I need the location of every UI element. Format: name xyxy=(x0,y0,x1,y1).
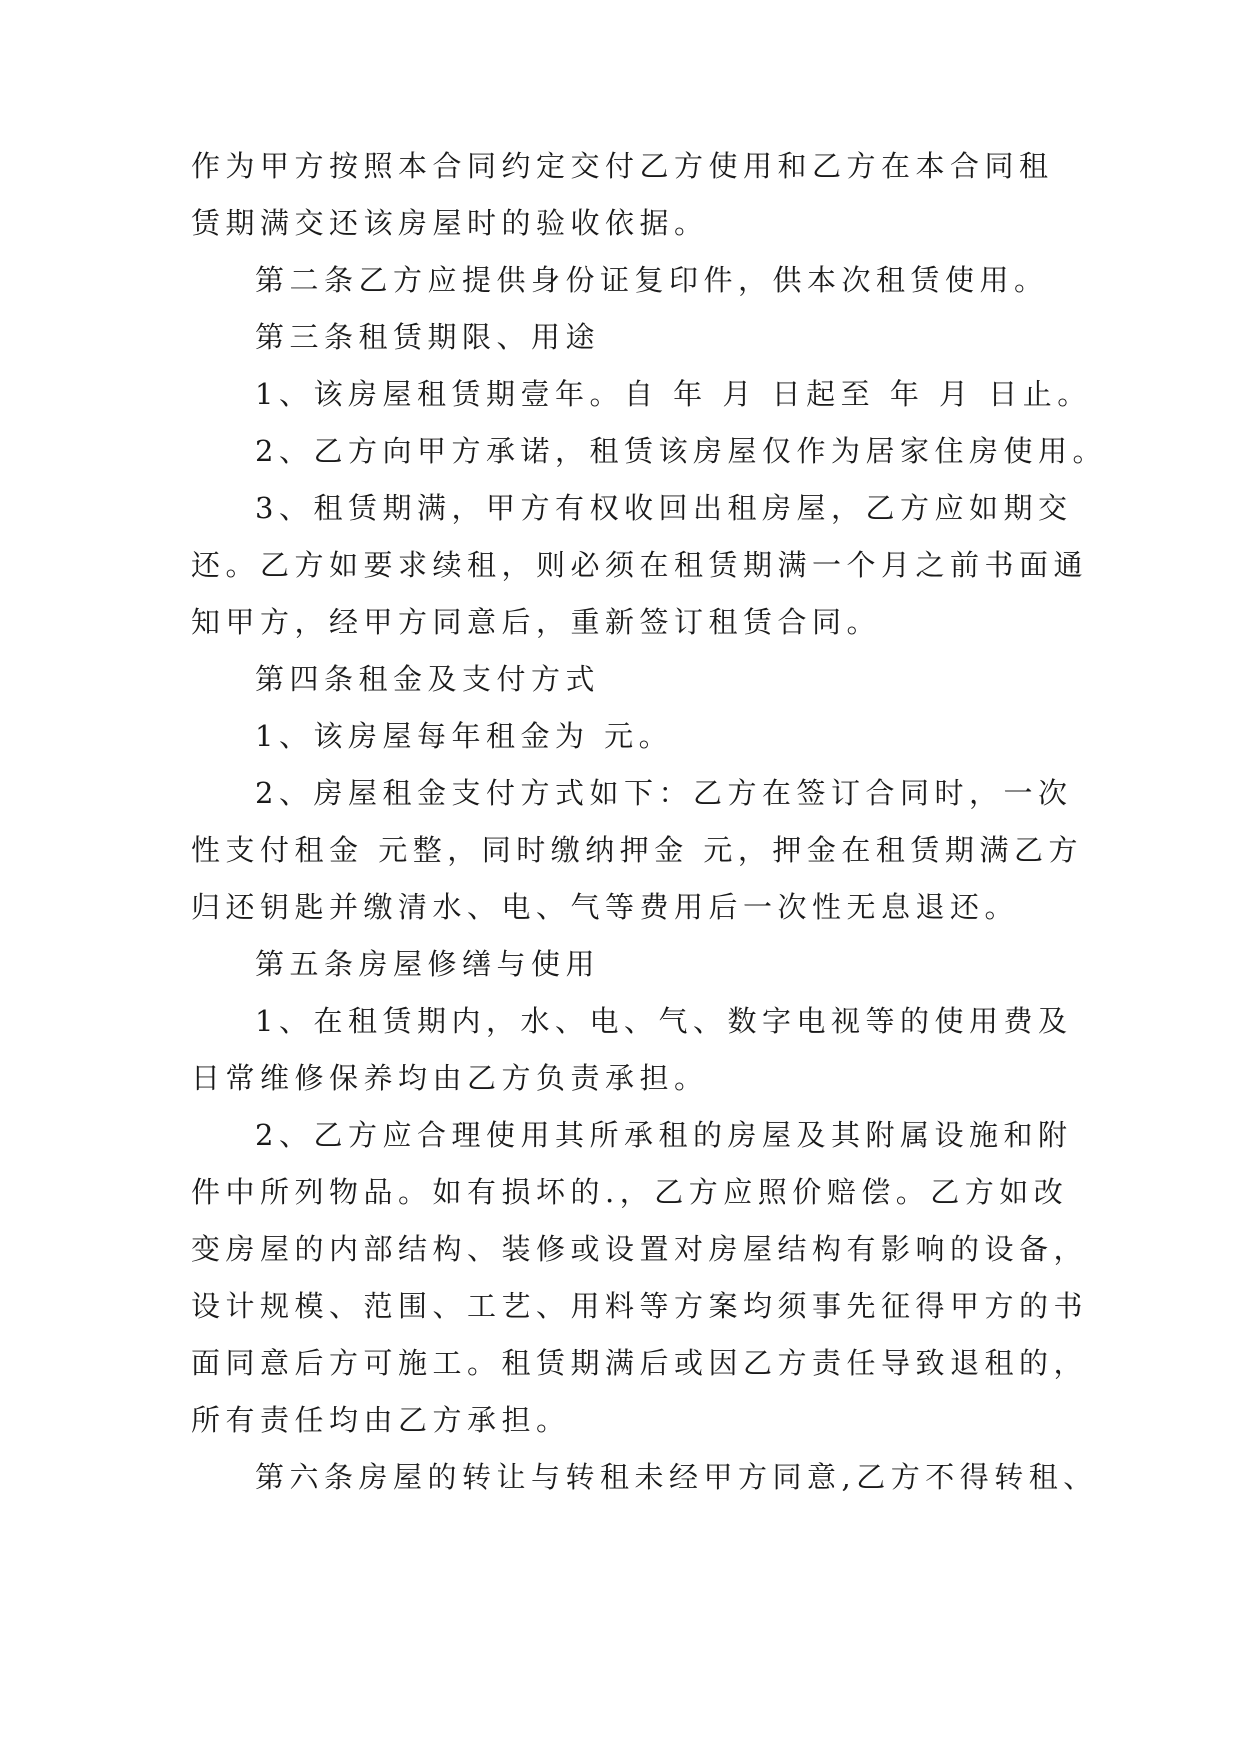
text-line: 1、在租赁期内，水、电、气、数字电视等的使用费及 xyxy=(255,1004,1073,1038)
text-line: 2、乙方向甲方承诺，租赁该房屋仅作为居家住房使用。 xyxy=(255,434,1107,468)
text-line: 日常维修保养均由乙方负责承担。 xyxy=(191,1061,709,1095)
article-4-heading: 第四条租金及支付方式 xyxy=(255,662,601,696)
text-line: 变房屋的内部结构、装修或设置对房屋结构有影响的设备， xyxy=(191,1232,1089,1266)
text-line: 1、该房屋每年租金为 元。 xyxy=(255,719,674,753)
text-line: 1、该房屋租赁期壹年。自 年 月 日起至 年 月 日止。 xyxy=(255,377,1092,411)
text-line: 知甲方，经甲方同意后，重新签订租赁合同。 xyxy=(191,605,882,639)
article-6-text: 第六条房屋的转让与转租未经甲方同意,乙方不得转租、 xyxy=(255,1460,1098,1494)
text-line: 所有责任均由乙方承担。 xyxy=(191,1403,571,1437)
text-line: 件中所列物品。如有损坏的.，乙方应照价赔偿。乙方如改 xyxy=(191,1175,1069,1209)
text-line: 作为甲方按照本合同约定交付乙方使用和乙方在本合同租 xyxy=(191,149,1054,183)
article-5-heading: 第五条房屋修缮与使用 xyxy=(255,947,601,981)
article-2-text: 第二条乙方应提供身份证复印件，供本次租赁使用。 xyxy=(255,263,1049,297)
text-line: 还。乙方如要求续租，则必须在租赁期满一个月之前书面通 xyxy=(191,548,1089,582)
text-line: 性支付租金 元整，同时缴纳押金 元，押金在租赁期满乙方 xyxy=(191,833,1083,867)
text-line: 面同意后方可施工。租赁期满后或因乙方责任导致退租的， xyxy=(191,1346,1089,1380)
text-line: 2、房屋租金支付方式如下：乙方在签订合同时，一次 xyxy=(255,776,1073,810)
article-3-heading: 第三条租赁期限、用途 xyxy=(255,320,601,354)
text-line: 归还钥匙并缴清水、电、气等费用后一次性无息退还。 xyxy=(191,890,1020,924)
text-line: 3、租赁期满，甲方有权收回出租房屋，乙方应如期交 xyxy=(255,491,1073,525)
text-line: 设计规模、范围、工艺、用料等方案均须事先征得甲方的书 xyxy=(191,1289,1089,1323)
text-line: 赁期满交还该房屋时的验收依据。 xyxy=(191,206,709,240)
text-line: 2、乙方应合理使用其所承租的房屋及其附属设施和附 xyxy=(255,1118,1073,1152)
